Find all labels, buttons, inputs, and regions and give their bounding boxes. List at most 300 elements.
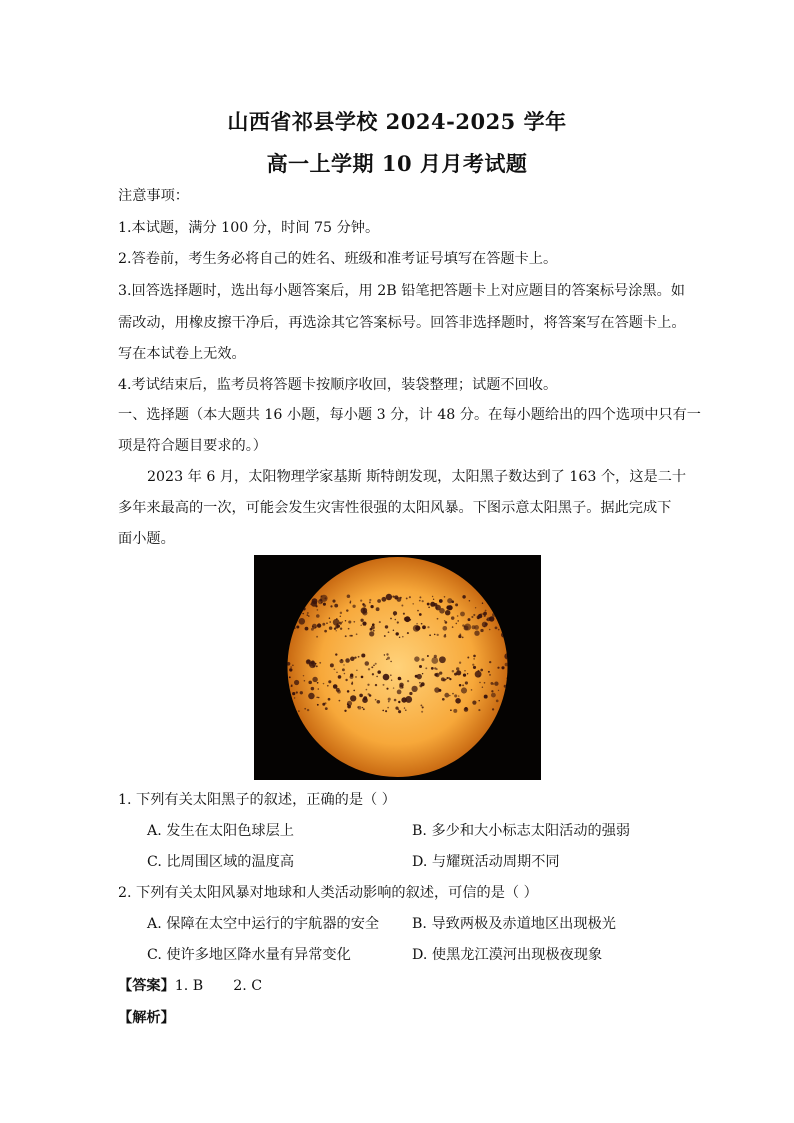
sunspot-52: [312, 624, 317, 629]
sunspot-359: [294, 697, 295, 698]
sunspot-412: [416, 674, 421, 679]
sunspot-254: [390, 674, 392, 676]
question-1-stem: 1. 下列有关太阳黑子的叙述，正确的是（ ）: [118, 792, 396, 808]
sunspot-87: [417, 610, 419, 612]
sunspot-401: [484, 682, 486, 684]
sunspot-213: [332, 600, 335, 603]
sunspot-307: [375, 663, 377, 665]
sunspot-180: [489, 629, 491, 631]
note-item-4: 4.考试结束后，监考员将答题卡按顺序收回，装袋整理；试题不回收。: [118, 377, 558, 393]
sunspot-363: [462, 684, 464, 686]
sunspot-45: [340, 612, 342, 614]
sunspot-397: [489, 661, 491, 663]
sunspot-29: [428, 607, 430, 609]
sunspot-83: [460, 612, 465, 617]
sunspot-189: [370, 628, 373, 631]
sunspot-210: [459, 633, 461, 635]
sunspot-395: [473, 666, 476, 669]
sunspot-242: [377, 670, 381, 674]
sunspot-348: [292, 692, 295, 695]
sunspot-365: [316, 697, 317, 698]
answer-label: 【答案】: [118, 978, 175, 994]
sunspot-299: [482, 686, 483, 687]
sunspot-343: [386, 653, 388, 655]
sunspot-325: [390, 661, 391, 662]
sunspot-379: [323, 683, 324, 684]
sunspot-450: [375, 684, 377, 686]
sunspot-49: [346, 609, 348, 611]
sunspot-310: [453, 709, 457, 713]
sunspot-426: [467, 673, 468, 674]
note-item-3-cont: 需改动，用橡皮擦干净后，再选涂其它答案标号。回答非选择题时，将答案写在答题卡上。: [118, 315, 686, 331]
sunspot-386: [493, 683, 494, 684]
sunspot-203: [329, 626, 333, 630]
sunspot-32: [403, 613, 405, 615]
sunspot-387: [307, 660, 310, 663]
sunspot-115: [445, 610, 450, 615]
sunspot-428: [444, 693, 449, 698]
sunspot-256: [361, 676, 364, 679]
sunspot-77: [340, 628, 342, 630]
sunspot-0: [395, 619, 397, 621]
sunspot-370: [459, 684, 462, 687]
sunspot-134: [349, 602, 351, 604]
sunspot-257: [494, 682, 498, 686]
sunspot-455: [479, 682, 480, 683]
sunspot-88: [369, 599, 371, 601]
sunspot-151: [482, 622, 488, 628]
sunspot-153: [362, 603, 365, 606]
sunspot-415: [409, 692, 412, 695]
sunspot-353: [344, 710, 346, 712]
sunspot-193: [444, 620, 446, 622]
sunspot-278: [463, 673, 466, 676]
sunspot-26: [321, 595, 323, 597]
sunspot-277: [358, 656, 360, 658]
sunspot-111: [397, 621, 399, 623]
sunspot-420: [395, 707, 398, 710]
sunspot-135: [442, 626, 447, 631]
sunspot-201: [457, 615, 459, 617]
sunspot-216: [326, 622, 328, 624]
sunspot-261: [385, 710, 387, 712]
sunspot-149: [446, 605, 450, 609]
sunspot-28: [385, 625, 388, 628]
sunspot-454: [399, 684, 403, 688]
sunspot-80: [307, 614, 309, 616]
notes-heading: 注意事项：: [118, 188, 189, 204]
sunspot-264: [319, 662, 321, 664]
sunspot-340: [456, 670, 461, 675]
sunspot-390: [312, 677, 317, 682]
sunspot-356: [376, 676, 377, 677]
sunspot-399: [330, 663, 334, 667]
sunspot-323: [492, 708, 494, 710]
sunspot-209: [407, 632, 409, 634]
sunspot-357: [464, 670, 465, 671]
sunspot-202: [324, 597, 326, 599]
sunspot-165: [399, 637, 400, 638]
sunspot-279: [398, 701, 400, 703]
sunspot-122: [329, 621, 331, 623]
sunspot-440: [478, 709, 480, 711]
note-item-1: 1.本试题，满分 100 分，时间 75 分钟。: [118, 220, 380, 236]
sunspot-432: [484, 695, 488, 699]
sunspot-57: [451, 616, 454, 619]
sunspot-114: [362, 622, 366, 626]
question-1-option-a: A. 发生在太阳色球层上: [147, 823, 294, 839]
sunspot-125: [345, 620, 346, 621]
sunspot-250: [366, 689, 368, 691]
sunspot-416: [405, 709, 407, 711]
sunspot-240: [478, 700, 479, 701]
sunspot-181: [419, 600, 421, 602]
sunspot-364: [377, 700, 381, 704]
sunspot-218: [481, 613, 483, 615]
sunspot-446: [414, 656, 419, 661]
sunspot-458: [434, 687, 440, 693]
sunspot-338: [311, 687, 314, 690]
sunspot-452: [350, 657, 355, 662]
sunspot-239: [384, 654, 385, 655]
sunspot-291: [497, 667, 499, 669]
sunspot-419: [425, 667, 427, 669]
sunspot-94: [422, 600, 424, 602]
sunspot-334: [391, 679, 392, 680]
sunspot-378: [472, 701, 476, 705]
sunspot-400: [307, 709, 309, 711]
sunspot-290: [450, 709, 452, 711]
sunspot-92: [432, 596, 433, 597]
sunspot-85: [369, 631, 374, 636]
sunspot-375: [452, 693, 454, 695]
sunspot-206: [444, 634, 446, 636]
question-2-option-b: B. 导致两极及赤道地区出现极光: [412, 916, 616, 932]
sunspot-138: [305, 627, 309, 631]
passage-line-3: 面小题。: [118, 531, 175, 547]
sunspot-302: [350, 695, 356, 701]
sunspot-105: [462, 637, 464, 639]
sunspot-445: [309, 661, 316, 668]
sunspot-383: [296, 691, 298, 693]
sunspot-427: [345, 658, 350, 663]
sunspot-351: [489, 674, 491, 676]
section-heading-line-1: 一、选择题（本大题共 16 小题，每小题 3 分，计 48 分。在每小题给出的四个选项中只有一: [118, 407, 701, 423]
sunspot-438: [375, 699, 377, 701]
sunspot-159: [483, 613, 484, 614]
sunspot-102: [455, 603, 458, 606]
sunspot-321: [431, 667, 434, 670]
sunspot-425: [427, 655, 429, 657]
sunspot-266: [318, 688, 320, 690]
question-2-option-c: C. 使许多地区降水量有异常变化: [147, 947, 351, 963]
sunspot-335: [334, 668, 336, 670]
analysis-label: 【解析】: [118, 1010, 175, 1026]
sunspot-220: [356, 633, 358, 635]
answer-q1: 1. B: [174, 978, 204, 994]
sunspot-47: [307, 612, 309, 614]
sunspot-374: [421, 658, 424, 661]
sunspot-398: [401, 697, 406, 702]
sunspot-380: [383, 684, 385, 686]
sunspot-217: [469, 600, 471, 602]
sunspot-5: [384, 635, 386, 637]
sunspot-120: [390, 618, 392, 620]
sunspot-110: [299, 618, 306, 625]
sunspot-295: [328, 680, 331, 683]
sunspot-195: [402, 636, 404, 638]
sunspot-158: [439, 599, 443, 603]
sunspot-81: [347, 594, 351, 598]
sunspot-447: [441, 677, 445, 681]
sunspot-312: [354, 656, 356, 658]
sunspot-197: [477, 617, 479, 619]
sunspot-392: [449, 695, 451, 697]
sunspot-16: [409, 596, 411, 598]
sunspot-33: [396, 632, 399, 635]
sunspot-315: [368, 668, 370, 670]
sunspot-391: [359, 694, 363, 698]
sunspot-274: [335, 653, 337, 655]
sunspot-297: [393, 687, 394, 688]
sunspot-100: [370, 605, 373, 608]
sunspot-148: [345, 635, 347, 637]
passage-line-1: 2023 年 6 月，太阳物理学家基斯 斯特朗发现，太阳黑子数达到了 163 个，这是二十: [147, 469, 687, 485]
exam-title-line-2: 高一上学期 10 月月考试题: [266, 151, 528, 176]
sunspot-429: [303, 675, 304, 676]
sunspot-191: [471, 616, 473, 618]
sunspot-64: [416, 623, 418, 625]
sunspot-396: [420, 704, 422, 706]
sunspot-167: [427, 603, 430, 606]
sunspot-384: [382, 710, 384, 712]
sunspot-187: [445, 621, 448, 624]
sunspot-346: [498, 690, 499, 691]
sunspot-212: [464, 626, 466, 628]
sunspot-402: [398, 710, 401, 713]
sunspot-230: [431, 657, 438, 664]
sunspot-112: [340, 616, 341, 617]
sunspot-21: [317, 623, 321, 627]
sunspot-36: [381, 597, 386, 602]
sunspot-126: [362, 610, 367, 615]
sunspot-63: [352, 605, 355, 608]
sunspot-298: [473, 655, 476, 658]
sunspot-281: [411, 686, 417, 692]
sunspot-448: [398, 677, 401, 680]
sunspot-171: [489, 617, 492, 620]
sunspot-127: [316, 636, 318, 638]
sunspot-409: [363, 708, 365, 710]
sunspot-410: [456, 667, 459, 670]
sunspot-69: [353, 621, 355, 623]
sunspot-103: [468, 618, 471, 621]
sunspot-333: [324, 702, 326, 704]
question-2-stem: 2. 下列有关太阳风暴对地球和人类活动影响的叙述，可信的是（ ）: [118, 885, 538, 901]
sunspot-422: [501, 666, 504, 669]
section-heading-line-2: 项是符合题目要求的。）: [118, 438, 267, 454]
sunspot-179: [302, 613, 303, 614]
sunspot-2: [348, 628, 350, 630]
sunspot-443: [344, 673, 346, 675]
sunspot-233: [317, 682, 319, 684]
sunspot-199: [339, 622, 342, 625]
sunspot-436: [388, 698, 391, 701]
sunspot-309: [404, 707, 405, 708]
sunspot-319: [387, 707, 389, 709]
sunspot-22: [335, 630, 336, 631]
sunspot-image: [254, 555, 541, 780]
sunspot-317: [304, 680, 306, 682]
sunspot-198: [415, 626, 420, 631]
sunspot-249: [365, 661, 370, 666]
sunspot-280: [373, 665, 375, 667]
sunspot-161: [334, 604, 338, 608]
sunspot-326: [434, 667, 436, 669]
sunspot-40: [329, 617, 330, 618]
sunspot-373: [338, 675, 342, 679]
sunspot-258: [419, 682, 421, 684]
sunspot-316: [328, 698, 331, 701]
sunspot-232: [290, 666, 291, 667]
sunspot-301: [289, 668, 292, 671]
sunspot-215: [405, 616, 411, 622]
sunspot-146: [437, 618, 439, 620]
question-1-option-c: C. 比周围区域的温度高: [147, 854, 295, 870]
sunspot-328: [372, 673, 374, 675]
sunspot-442: [369, 694, 372, 697]
sunspot-229: [393, 629, 395, 631]
sunspot-434: [387, 657, 390, 660]
sunspot-349: [356, 670, 357, 671]
sunspot-192: [392, 595, 394, 597]
sunspot-204: [311, 601, 317, 607]
sunspot-152: [401, 605, 403, 607]
sunspot-166: [433, 599, 434, 600]
sunspot-284: [458, 695, 459, 696]
sunspot-169: [360, 624, 362, 626]
sunspot-407: [491, 690, 493, 692]
sunspot-177: [452, 626, 454, 628]
sunspot-330: [446, 677, 448, 679]
sunspot-385: [355, 676, 356, 677]
sunspot-147: [342, 621, 343, 622]
sunspot-418: [357, 706, 359, 708]
sunspot-449: [488, 671, 490, 673]
sunspot-133: [360, 619, 363, 622]
sunspot-106: [369, 601, 371, 603]
sunspot-289: [339, 659, 343, 663]
sunspot-347: [318, 697, 320, 699]
sunspot-224: [421, 623, 423, 625]
sunspot-246: [308, 681, 312, 685]
sunspot-118: [434, 634, 436, 636]
sunspot-259: [367, 684, 369, 686]
sunspot-439: [325, 707, 328, 710]
sunspot-51: [498, 629, 500, 631]
sunspot-183: [435, 605, 441, 611]
sunspot-273: [345, 679, 347, 681]
question-2-option-d: D. 使黑龙江漠河出现极夜现象: [412, 947, 603, 963]
sunspot-268: [422, 706, 424, 708]
sunspot-62: [406, 597, 408, 599]
sunspot-263: [327, 685, 329, 687]
sunspot-160: [480, 629, 483, 632]
sunspot-223: [330, 605, 332, 607]
sunspot-248: [383, 674, 390, 681]
sunspot-10: [456, 623, 458, 625]
sunspot-128: [377, 599, 381, 603]
sunspot-214: [422, 625, 426, 629]
sunspot-207: [458, 635, 461, 638]
question-1-option-b: B. 多少和大小标志太阳活动的强弱: [412, 823, 631, 839]
sunspot-286: [459, 662, 461, 664]
sunspot-437: [347, 705, 351, 709]
sunspot-350: [407, 680, 409, 682]
sunspot-265: [491, 693, 496, 698]
sunspot-403: [439, 671, 442, 674]
sunspot-318: [461, 687, 467, 693]
note-item-3-end: 写在本试卷上无效。: [118, 346, 246, 362]
sunspot-324: [292, 664, 294, 666]
sunspot-244: [342, 668, 345, 671]
sunspot-190: [495, 627, 498, 630]
sunspot-155: [316, 614, 320, 618]
sunspot-132: [437, 634, 439, 636]
sunspot-157: [419, 596, 421, 598]
sunspot-104: [472, 625, 476, 629]
sunspot-331: [439, 656, 446, 663]
sunspot-253: [442, 698, 445, 701]
sunspot-303: [386, 688, 388, 690]
sunspot-371: [336, 688, 340, 692]
sunspot-287: [388, 701, 390, 703]
sunspot-13: [473, 614, 475, 616]
sunspot-314: [473, 658, 474, 659]
sunspot-459: [397, 690, 402, 695]
sunspot-341: [289, 676, 291, 678]
sunspot-306: [496, 700, 499, 703]
sunspot-260: [317, 704, 319, 706]
sunspot-267: [467, 657, 469, 659]
sunspot-329: [300, 691, 303, 694]
sunspot-90: [337, 625, 340, 628]
sunspot-124: [350, 601, 352, 603]
sunspot-156: [429, 634, 431, 636]
sunspot-188: [447, 598, 452, 603]
sunspot-108: [360, 600, 362, 602]
sunspot-294: [471, 689, 473, 691]
sunspot-121: [318, 599, 323, 604]
sunspot-211: [427, 626, 429, 628]
sunspot-430: [304, 708, 306, 710]
sunspot-219: [457, 620, 459, 622]
sunspot-95: [394, 595, 398, 599]
sunspot-247: [339, 700, 341, 702]
sunspot-194: [475, 607, 476, 608]
sunspot-305: [449, 678, 451, 680]
sunspot-361: [362, 697, 368, 703]
passage-line-2: 多年来最高的一次，可能会发生灾害性很强的太阳风暴。下图示意太阳黑子。据此完成下: [118, 500, 672, 516]
sunspot-31: [419, 613, 422, 616]
sunspot-231: [472, 664, 474, 666]
sunspot-355: [298, 710, 299, 711]
sunspot-162: [315, 627, 316, 628]
sunspot-46: [296, 625, 299, 628]
sunspot-67: [482, 602, 483, 603]
sunspot-388: [464, 707, 469, 712]
sunspot-43: [373, 630, 375, 632]
